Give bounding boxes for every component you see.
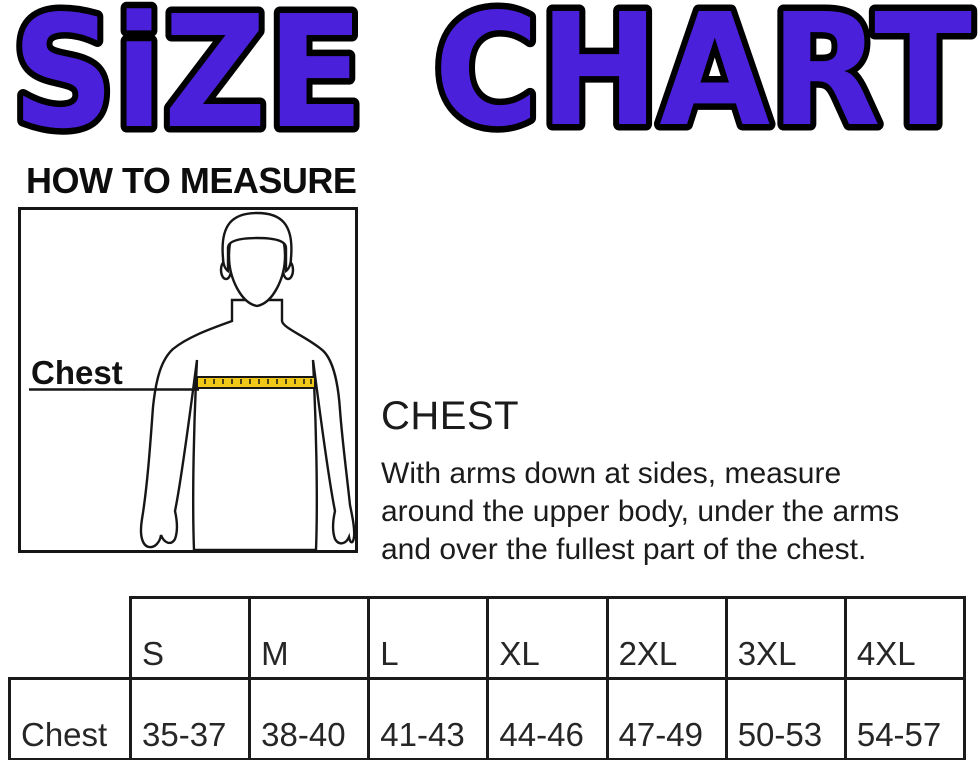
size-table — [8, 596, 966, 760]
size-table-header-row — [10, 598, 965, 679]
chest-value: 38-40 — [250, 679, 369, 760]
size-col-header: XL — [488, 598, 607, 679]
person-outline — [141, 300, 354, 550]
chest-value: 35-37 — [131, 679, 250, 760]
size-col-header: S — [131, 598, 250, 679]
title-word-size: SiZE — [12, 0, 364, 152]
size-col-header: 3XL — [726, 598, 845, 679]
how-to-measure-heading: HOW TO MEASURE — [26, 160, 357, 201]
table-corner-blank — [10, 598, 131, 679]
chest-description-line: and over the fullest part of the chest. — [381, 533, 867, 566]
chest-value: 54-57 — [845, 679, 964, 760]
person-figure — [21, 210, 355, 550]
chest-description-line: around the upper body, under the arms — [381, 495, 900, 528]
chest-section — [381, 394, 966, 569]
chest-value: 50-53 — [726, 679, 845, 760]
chest-value: 47-49 — [607, 679, 726, 760]
chest-description — [381, 455, 966, 569]
size-col-header: 4XL — [845, 598, 964, 679]
size-col-header: M — [250, 598, 369, 679]
chest-value: 41-43 — [369, 679, 488, 760]
chest-value: 44-46 — [488, 679, 607, 760]
chest-section-heading: CHEST — [381, 394, 520, 438]
chest-label: Chest — [31, 354, 123, 391]
chest-description-line: With arms down at sides, measure — [381, 457, 842, 490]
title-banner — [0, 0, 978, 152]
size-col-header: L — [369, 598, 488, 679]
size-table-chest-row — [10, 679, 965, 760]
title-word-chart: CHART — [434, 0, 972, 152]
size-col-header: 2XL — [607, 598, 726, 679]
measurement-diagram — [18, 207, 358, 553]
chest-row-label: Chest — [10, 679, 131, 760]
